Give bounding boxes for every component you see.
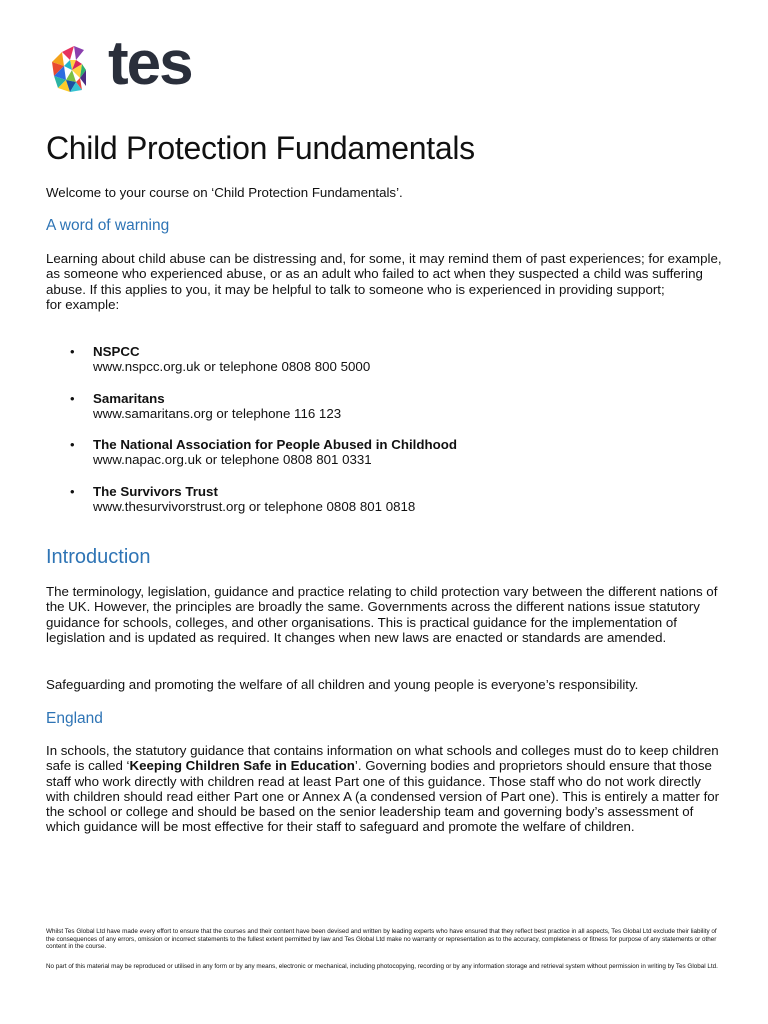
footer-disclaimer: Whilst Tes Global Ltd have made every effort to ensure that the courses and their content have been devised and written by leading experts who have ensured that they reflect best practice in all aspects, Tes Global Ltd exclude their liability of the consequences of any errors, omission or incorrect statements to the fullest extent permitted by law and Tes Global Ltd make no warranty or representation as to the accuracy, completeness or fitness for purpose of any statements or other content in the course.	[46, 928, 717, 950]
support-detail: www.samaritans.org or telephone 116 123	[93, 405, 342, 421]
support-detail: www.napac.org.uk or telephone 0808 801 0331	[93, 452, 372, 468]
england-text-after: ’. Governing bodies and proprietors should ensure that those staff who work directly with children read at least Part one of this guidance. Those staff who do not work directly with children should read either Part one or Annex A (a condensed version of Part one). This is entirely a matter for the school or college and should be based on the senior leadership team and governing body’s assessment of which guidance will be most effective for their staff to safeguard and promote the welfare of children.	[46, 758, 720, 835]
bullet-icon: •	[70, 344, 75, 359]
list-item	[46, 391, 726, 438]
tes-logo-mark-icon	[46, 40, 102, 96]
introduction-heading: Introduction	[46, 546, 151, 568]
support-detail: www.nspcc.org.uk or telephone 0808 800 5000	[93, 359, 371, 375]
footer-copyright: No part of this material may be reproduced or utilised in any form or by any means, electronic or mechanical, including photocopying, recording or by any information storage and retrieval system without permission in writing by Tes Global Ltd.	[46, 963, 718, 970]
support-name: The National Association for People Abused in Childhood	[93, 437, 457, 452]
warning-body: Learning about child abuse can be distressing and, for some, it may remind them of past experiences; for example, as someone who experienced abuse, or as an adult who failed to act when they suspected a child was suffering abuse. If this applies to you, it may be helpful to talk to someone who is experienced in providing support;	[46, 251, 722, 297]
bullet-icon: •	[70, 390, 75, 406]
support-list	[46, 344, 726, 530]
introduction-paragraph-1: The terminology, legislation, guidance and practice relating to child protection vary between the different nations of the UK. However, the principles are broadly the same. Governments across the different nations issue statutory guidance for schools, colleges, and other organisations. This is practical guidance for the implementation of legislation and is updated as required. It changes when new laws are enacted or standards are amended.	[46, 584, 718, 645]
page-title: Child Protection Fundamentals	[46, 130, 475, 166]
support-name: Samaritans	[93, 390, 165, 406]
list-item	[46, 484, 726, 531]
warning-heading: A word of warning	[46, 217, 170, 234]
introduction-paragraph-2: Safeguarding and promoting the welfare of all children and young people is everyone’s responsibility.	[46, 677, 639, 692]
england-paragraph	[46, 743, 726, 835]
welcome-text: Welcome to your course on ‘Child Protection Fundamentals’.	[46, 185, 403, 200]
support-name: NSPCC	[93, 344, 140, 359]
bullet-icon: •	[70, 437, 75, 452]
england-guidance-title: Keeping Children Safe in Education	[129, 758, 355, 774]
tes-logo-word: tes	[108, 29, 192, 98]
support-detail: www.thesurvivorstrust.org or telephone 0808 801 0818	[93, 498, 416, 514]
list-item	[46, 437, 726, 484]
warning-paragraph	[46, 251, 726, 312]
england-text-before: In schools, the statutory guidance that contains information on what schools and colleges must do to keep children safe is called ‘	[46, 743, 719, 774]
support-name: The Survivors Trust	[93, 483, 218, 499]
england-heading: England	[46, 710, 103, 727]
warning-for-example: for example:	[46, 296, 120, 312]
bullet-icon: •	[70, 483, 75, 499]
list-item	[46, 344, 726, 391]
tes-logo	[46, 29, 192, 98]
